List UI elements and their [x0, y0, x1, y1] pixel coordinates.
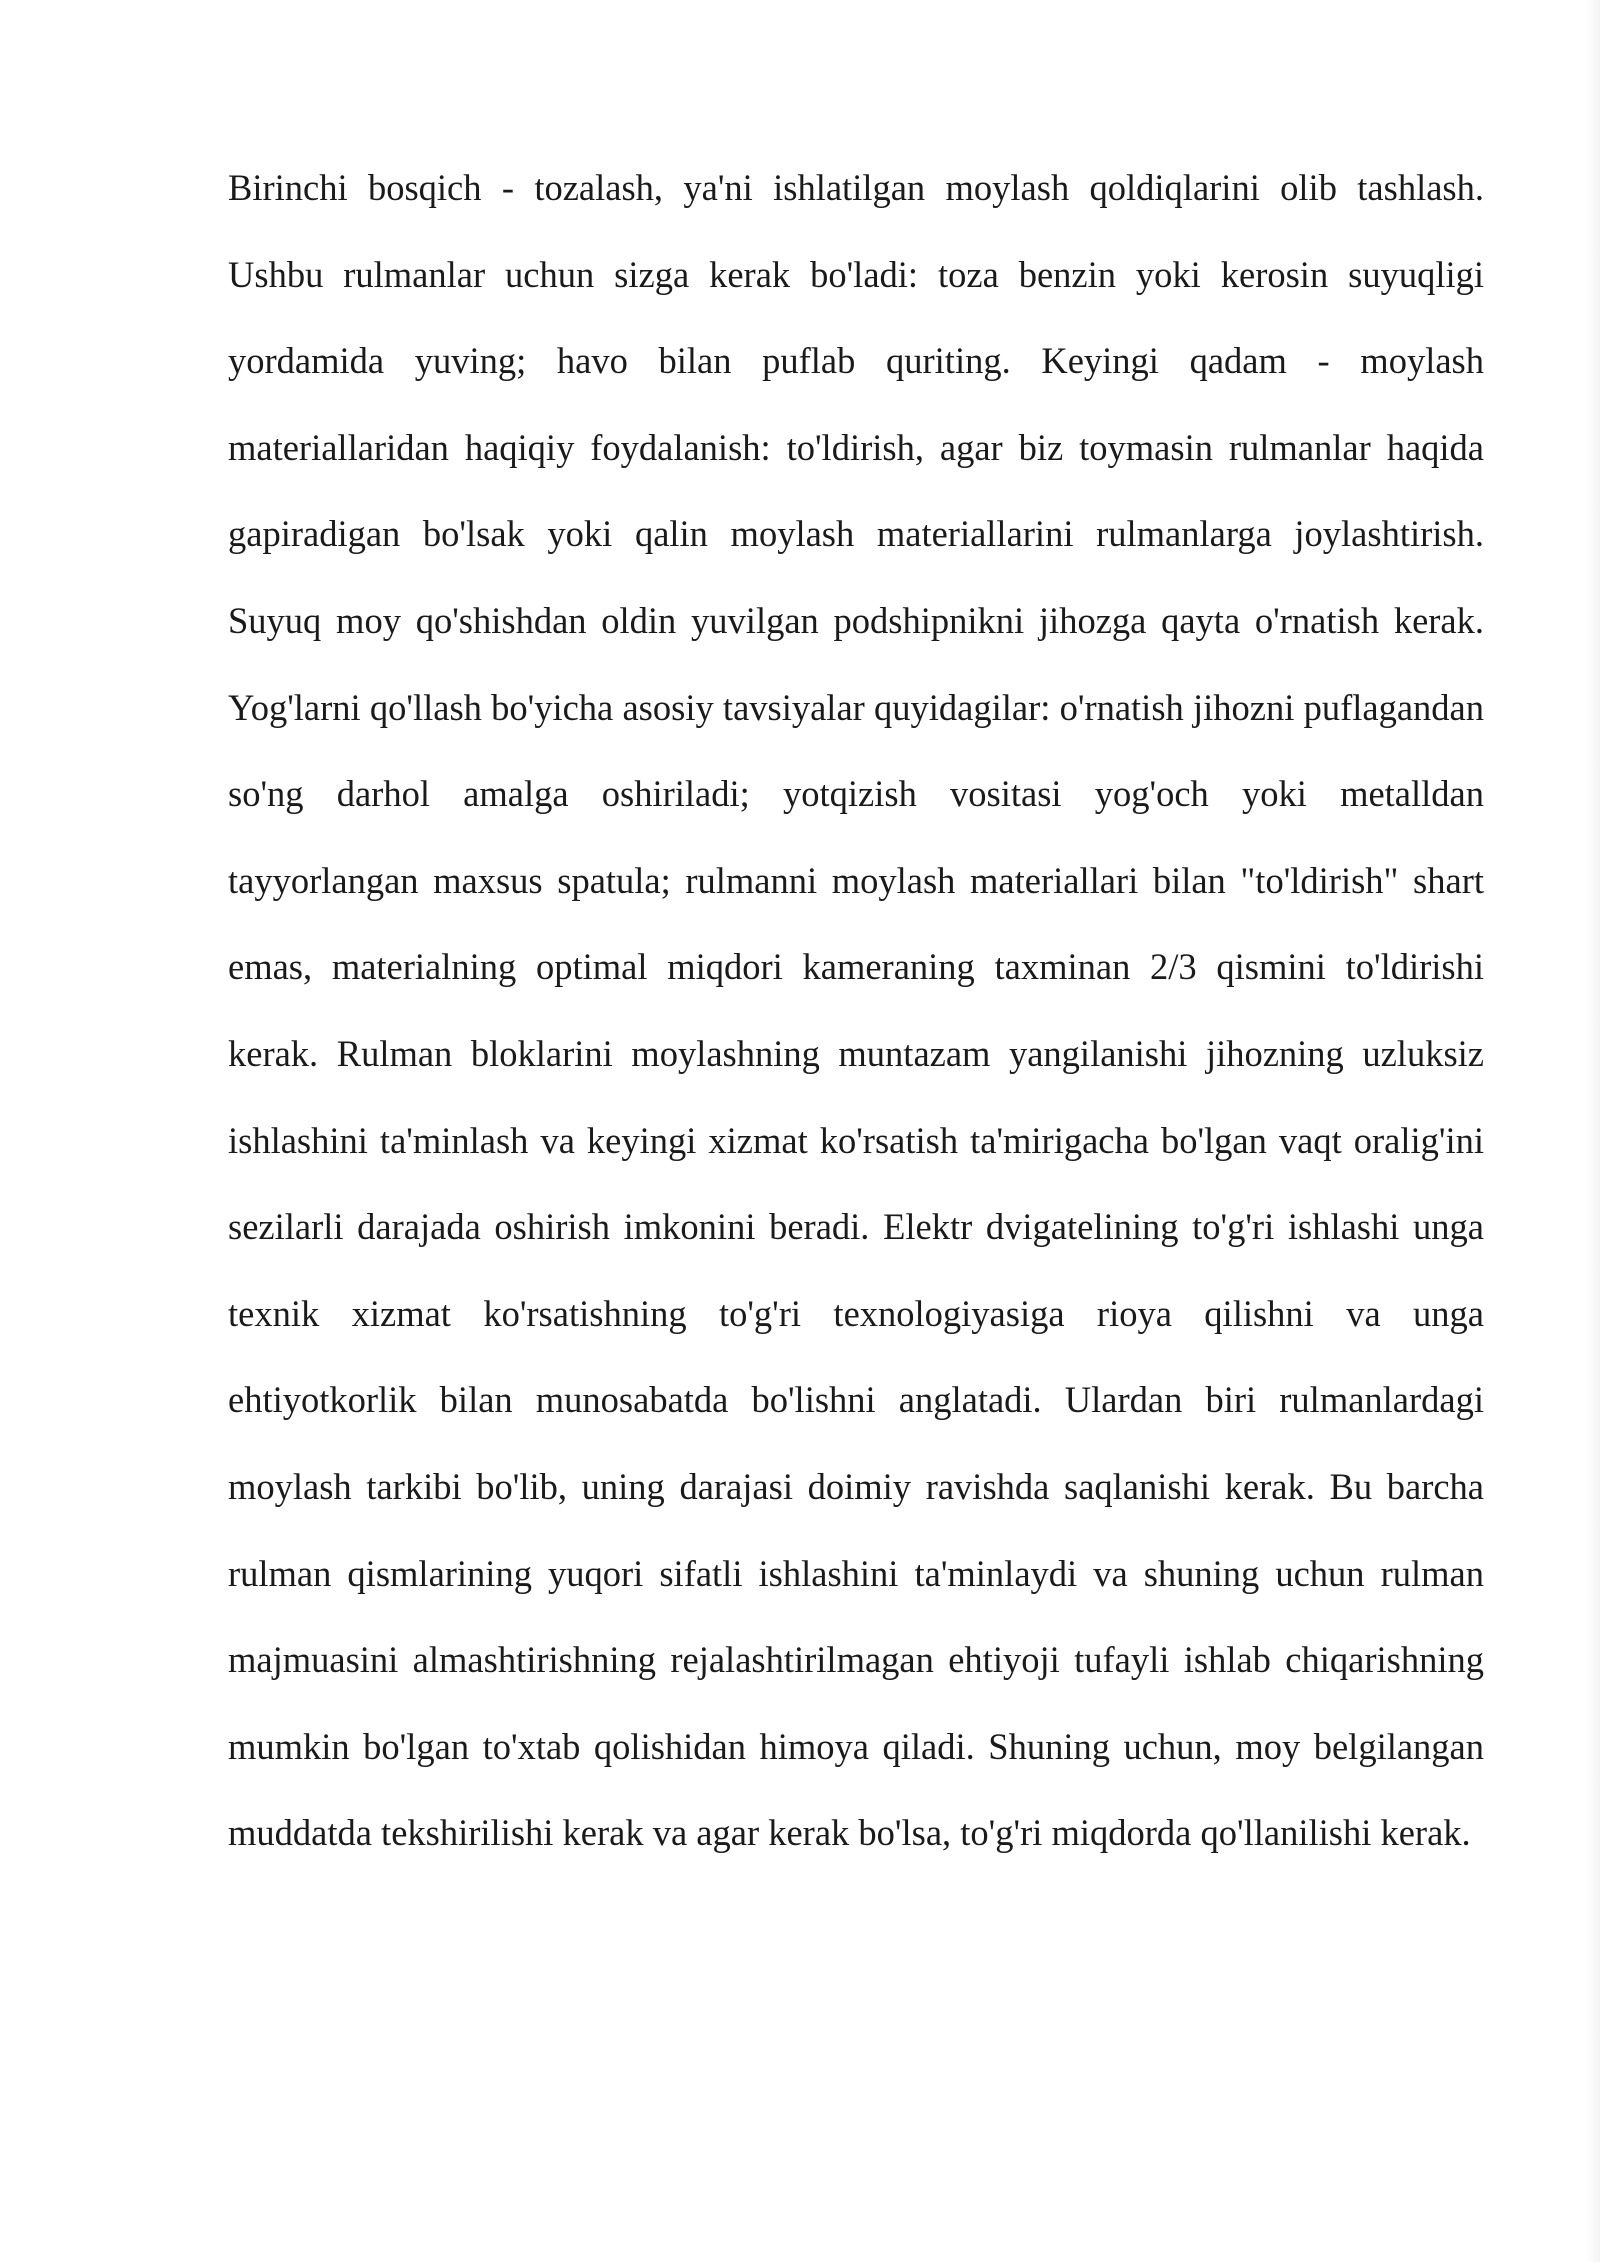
body-paragraph: Birinchi bosqich - tozalash, ya'ni ishlatilgan moylash qoldiqlarini olib tashlash. Ushbu rulmanlar uchun sizga kerak bo'ladi: toza benzin yoki kerosin suyuqligi yordamida yuving; havo bilan puflab quriting. Keyingi qadam - moylash materiallaridan haqiqiy foydalanish: to'ldirish, agar biz toymasin rulmanlar haqida gapiradigan bo'lsak yoki qalin moylash materiallarini rulmanlarga joylashtirish. Suyuq moy qo'shishdan oldin yuvilgan podshipnikni jihozga qayta o'rnatish kerak. Yog'larni qo'llash bo'yicha asosiy tavsiyalar quyidagilar: o'rnatish jihozni puflagandan so'ng darhol amalga oshiriladi; yotqizish vositasi yog'och yoki metalldan tayyorlangan maxsus spatula; rulmanni moylash materiallari bilan "to'ldirish" shart emas, materialning optimal miqdori kameraning taxminan 2/3 qismini to'ldirishi kerak. Rulman bloklarini moylashning muntazam yangilanishi jihozning uzluksiz ishlashini ta'minlash va keyingi xizmat ko'rsatish ta'mirigacha bo'lgan vaqt oralig'ini sezilarli darajada oshirish imkonini beradi. Elektr dvigatelining to'g'ri ishlashi unga texnik xizmat ko'rsatishning to'g'ri texnologiyasiga rioya qilishni va unga ehtiyotkorlik bilan munosabatda bo'lishni anglatadi. Ulardan biri rulmanlardagi moylash tarkibi bo'lib, uning darajasi doimiy ravishda saqlanishi kerak. Bu barcha rulman qismlarining yuqori sifatli ishlashini ta'minlaydi va shuning uchun rulman majmuasini almashtirishning rejalashtirilmagan ehtiyoji tufayli ishlab chiqarishning mumkin bo'lgan to'xtab qolishidan himoya qiladi. Shuning uchun, moy belgilangan muddatda tekshirilishi kerak va agar kerak bo'lsa, to'g'ri miqdorda qo'llanilishi kerak.: [228, 167, 1484, 1854]
page-edge-shadow: [1586, 0, 1600, 2262]
